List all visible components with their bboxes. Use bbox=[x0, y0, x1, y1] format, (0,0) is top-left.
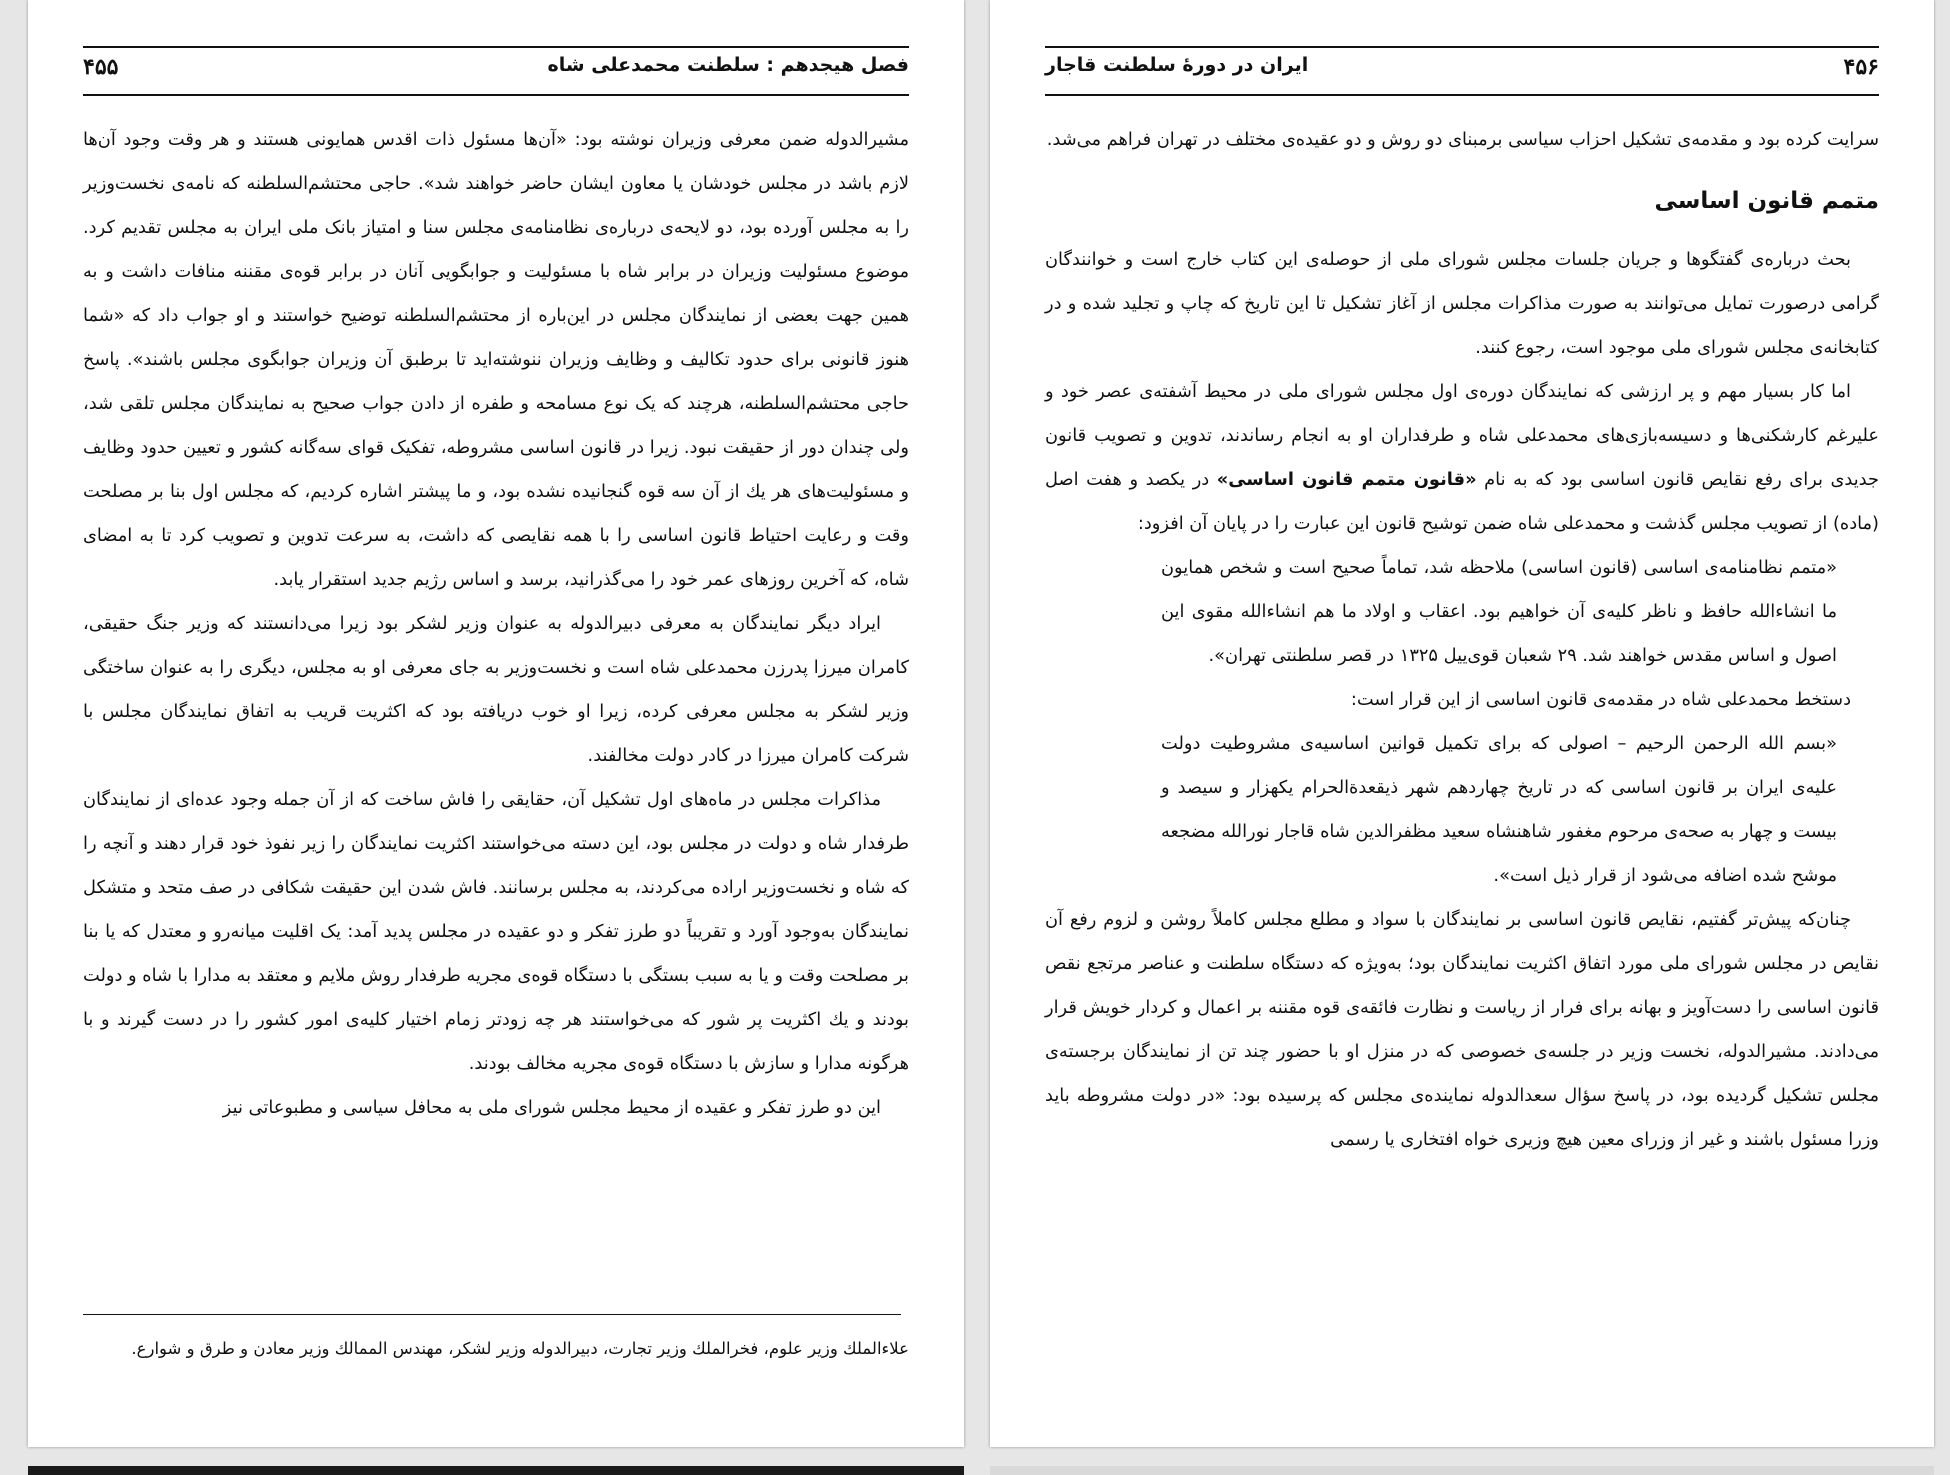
body-paragraph bbox=[1045, 370, 1879, 546]
block-quote: «متمم نظامنامه‌ی اساسی (قانون اساسی) ملاحظه شد، تماماً صحیح است و شخص همایون ما انشاءالله حافظ و ناظر کلیه‌ی آن خواهیم بود. اعقاب و اولاد ما هم انشاءالله مقوی این اصول و اساس مقدس خواهند شد. ۲۹ شعبان قوی‌ییل ۱۳۲۵ در قصر سلطنتی تهران». bbox=[1161, 557, 1837, 666]
right-page bbox=[990, 0, 1934, 1447]
footnote-divider bbox=[83, 1314, 901, 1315]
page-number: ۴۵۵ bbox=[83, 54, 119, 79]
law-title-bold: «قانون متمم قانون اساسی» bbox=[1216, 469, 1477, 490]
left-page-body bbox=[83, 118, 909, 1130]
running-title: فصل هیجدهم : سلطنت محمدعلی شاه bbox=[547, 54, 909, 76]
body-paragraph: این دو طرز تفکر و عقیده از محیط مجلس شورای ملی به محافل سیاسی و مطبوعاتی نیز bbox=[222, 1097, 881, 1118]
body-paragraph: مشیرالدوله ضمن معرفی وزیران نوشته بود: «آن‌ها مسئول ذات اقدس همایونی هستند و هر وقت وجود آن‌ها لازم باشد در مجلس خودشان یا معاون ایشان حاضر خواهند شد». حاجی محتشم‌السلطنه که نامه‌ی نخست‌وزیر را به مجلس آورده بود، دو لایحه‌ی درباره‌ی نظامنامه‌ی مجلس سنا و امتیاز بانک ملی ایران به مجلس تقدیم کرد. موضوع مسئولیت وزیران در برابر شاه با مسئولیت و جوابگویی آنان در برابر قوه‌ی مقننه منافات داشت و به همین جهت بعضی از نمایندگان مجلس در این‌باره از محتشم‌السلطنه توضیح خواستند و او جواب داد که «شما هنوز قانونی برای حدود تکالیف و وظایف وزیران ننوشته‌اید تا برطبق آن وزیران جوابگوی مجلس باشند». پاسخ حاجی محتشم‌السلطنه، هرچند که یک نوع مسامحه و طفره از دادن جواب صحیح به نمایندگان مجلس تلقی شد، ولی چندان دور از حقیقت نبود. زیرا در قانون اساسی مشروطه، تفکیک قوای سه‌گانه کشور و تعیین حدود وظایف و مسئولیت‌های هر یك از آن سه قوه گنجانیده نشده بود، و ما پیشتر اشاره کردیم، که مجلس اول بنا بر مصلحت وقت و رعایت احتیاط قانون اساسی را با همه نقایصی که داشت، به سرعت تدوین و تصویب کرد تا به امضای شاه، که آخرین روزهای عمر خود را می‌گذرانید، برسد و اساس رژیم جدید استقرار یابد. bbox=[83, 129, 909, 590]
body-paragraph: ایراد دیگر نمایندگان به معرفی دبیرالدوله به عنوان وزیر لشکر بود زیرا می‌دانستند که وزیر جنگ حقیقی، کامران میرزا پدرزن محمدعلی شاه است و نخست‌وزیر به جای معرفی او به مجلس، دیگری را به عنوان ساختگی وزیر لشکر به مجلس معرفی کرده، زیرا او خوب دریافته بود که اکثریت قریب به اتفاق نمایندگان مجلس با شرکت کامران میرزا در کادر دولت مخالفند. bbox=[83, 613, 909, 766]
right-page-header bbox=[1045, 46, 1879, 96]
body-paragraph: سرایت کرده بود و مقدمه‌ی تشکیل احزاب سیاسی برمبنای دو روش و دو عقیده‌ی مختلف در تهران فراهم می‌شد. bbox=[1046, 129, 1879, 150]
body-paragraph: چنان‌که پیش‌تر گفتیم، نقایص قانون اساسی بر نمایندگان با سواد و مطلع مجلس کاملاً روشن و لزوم رفع آن نقایص در مجلس شورای ملی مورد اتفاق اکثریت نمایندگان بود؛ به‌ویژه که دستگاه سلطنت و عناصر مرتجع نقص قانون اساسی را دست‌آویز و بهانه برای فرار از ریاست و نظارت فائقه‌ی قوه مقننه بر اعمال و کردار خویش قرار می‌دادند. مشیرالدوله، نخست وزیر در جلسه‌ی خصوصی که در منزل او با حضور چند تن از نمایندگان برجسته‌ی مجلس تشکیل گردیده بود، در پاسخ سؤال سعدالدوله نماینده‌ی مجلس که پرسیده بود: «در دولت مشروطه باید وزرا مسئول باشند و غیر از وزرای معین هیچ وزیری خواه افتخاری یا رسمی bbox=[1045, 909, 1879, 1150]
running-title: ایران در دورهٔ سلطنت قاجار bbox=[1045, 54, 1309, 76]
section-heading: متمم قانون اساسی bbox=[1654, 188, 1879, 214]
body-paragraph: دستخط محمدعلی شاه در مقدمه‌ی قانون اساسی از این قرار است: bbox=[1350, 689, 1851, 710]
paragraph-text: اما کار بسیار مهم و پر ارزشی که نمایندگان دوره‌ی اول مجلس شورای ملی در محیط آشفته‌ی عصر خود و علیرغم کارشکنی‌ها و دسیسه‌بازی‌های محمدعلی شاه و طرفداران او به انجام رساندند، تدوین و تصویب قانون جدیدی برای رفع نقایص قانون اساسی بود که به نام bbox=[1045, 381, 1879, 490]
right-page-body bbox=[1045, 118, 1879, 1162]
block-quote: «بسم الله الرحمن الرحیم – اصولی که برای تکمیل قوانین اساسیه‌ی مشروطیت دولت علیه‌ی ایران بر قانون اساسی که در تاریخ چهاردهم شهر ذیقعدةالحرام یکهزار و سیصد و بیست و چهار به صحه‌ی مرحوم مغفور شاهنشاه سعید مظفرالدین شاه قاجار نورالله مضجعه موشح شده اضافه می‌شود از قرار ذیل است». bbox=[1161, 733, 1837, 886]
left-page-header bbox=[83, 46, 909, 96]
page-number: ۴۵۶ bbox=[1843, 54, 1879, 79]
footnote: علاءالملك وزیر علوم، فخرالملك وزیر تجارت، دبیرالدوله وزیر لشکر، مهندس الممالك وزیر معادن و طرق و شوارع. bbox=[131, 1339, 909, 1358]
next-page-edge bbox=[28, 1466, 964, 1475]
body-paragraph: بحث درباره‌ی گفتگوها و جریان جلسات مجلس شورای ملی از حوصله‌ی این کتاب خارج است و خوانندگان گرامی درصورت تمایل می‌توانند به صورت مذاکرات مجلس از آغاز تشکیل تا این تاریخ که چاپ و تجلید شده و در کتابخانه‌ی مجلس شورای ملی موجود است، رجوع کنند. bbox=[1045, 249, 1879, 358]
paragraph-text: در یکصد و هفت اصل (ماده) از تصویب مجلس گذشت و محمدعلی شاه ضمن توشیح قانون این عبارت را در پایان آن افزود: bbox=[1045, 469, 1879, 534]
left-page bbox=[28, 0, 964, 1447]
next-page-edge bbox=[990, 1466, 1934, 1475]
body-paragraph: مذاکرات مجلس در ماه‌های اول تشکیل آن، حقایقی را فاش ساخت که از آن جمله وجود عده‌ای از نمایندگان طرفدار شاه و دولت در مجلس بود، این دسته می‌خواستند اکثریت نمایندگان را زیر نفوذ خود قرار دهند و آنچه را که شاه و نخست‌وزیر اراده می‌کردند، به مجلس برسانند. فاش شدن این حقیقت شکافی در صف متحد و متشکل نمایندگان به‌وجود آورد و تقریباً دو طرز تفکر و دو عقیده در مجلس پدید آمد: یک اقلیت میانه‌رو و معتدل که یا بنا بر مصلحت وقت و یا به سبب بستگی با دستگاه قوه‌ی مجریه طرفدار روش ملایم و معتقد به مدارا با شاه و دولت بودند و یك اکثریت پر شور که می‌خواستند هر چه زودتر زمام اختیار کلیه‌ی امور کشور را در دست گیرند و با هرگونه مدارا و سازش با دستگاه قوه‌ی مجریه مخالف بودند. bbox=[83, 789, 909, 1074]
